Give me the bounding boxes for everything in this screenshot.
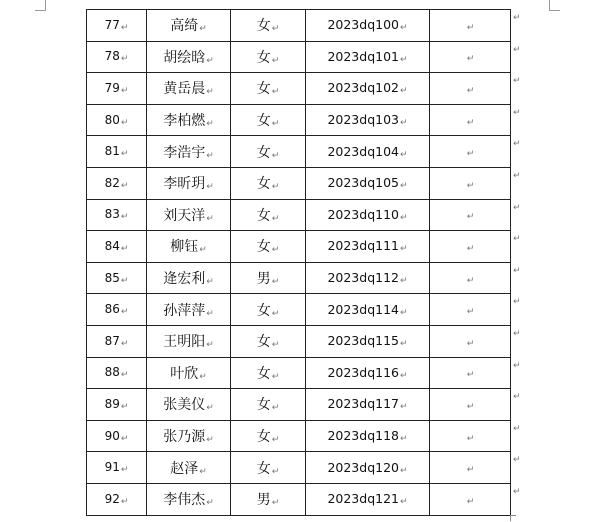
row-number: 88 xyxy=(104,365,120,380)
empty-cell-cell[interactable] xyxy=(430,104,511,136)
cell-end-mark: ↵ xyxy=(466,401,475,412)
cell-end-mark: ↵ xyxy=(400,212,408,223)
cell-end-mark: ↵ xyxy=(466,433,475,444)
student-sex: 女 xyxy=(256,239,271,256)
student-id-cell[interactable] xyxy=(306,136,430,168)
cell-end-mark: ↵ xyxy=(120,85,129,96)
table-row xyxy=(87,325,511,357)
student-id-cell[interactable] xyxy=(306,452,430,484)
row-number-cell[interactable] xyxy=(87,325,147,357)
cell-end-mark: ↵ xyxy=(271,277,280,288)
row-number-cell[interactable] xyxy=(87,420,147,452)
student-id: 2023dq101 xyxy=(327,48,399,64)
student-table-body xyxy=(87,10,511,516)
row-number: 84 xyxy=(104,238,120,253)
student-id-cell[interactable] xyxy=(306,231,430,263)
empty-cell-cell[interactable] xyxy=(430,136,511,168)
student-sex-cell[interactable] xyxy=(231,10,306,42)
student-id: 2023dq111 xyxy=(327,238,399,254)
cell-end-mark: ↵ xyxy=(120,243,129,254)
table-row xyxy=(87,41,511,73)
empty-cell-cell[interactable] xyxy=(430,325,511,357)
student-name-cell[interactable] xyxy=(147,389,231,421)
student-id: 2023dq104 xyxy=(327,143,399,159)
cell-end-mark: ↵ xyxy=(206,498,214,509)
cell-end-mark: ↵ xyxy=(400,23,408,34)
cell-end-mark: ↵ xyxy=(400,149,408,160)
cell-end-mark: ↵ xyxy=(120,275,129,286)
student-name: 黄岳晨 xyxy=(163,81,206,98)
empty-cell-cell[interactable] xyxy=(430,10,511,42)
cell-end-mark: ↵ xyxy=(466,307,475,318)
row-end-mark: ↵ xyxy=(513,455,521,466)
cell-end-mark: ↵ xyxy=(206,435,214,446)
empty-cell-cell[interactable] xyxy=(430,483,511,515)
cell-end-mark: ↵ xyxy=(271,55,280,66)
table-row xyxy=(87,167,511,199)
row-number: 82 xyxy=(104,175,120,190)
row-number-cell[interactable] xyxy=(87,73,147,105)
page-corner-mark xyxy=(35,0,46,11)
cell-end-mark: ↵ xyxy=(206,403,214,414)
empty-cell-cell[interactable] xyxy=(430,420,511,452)
student-name-cell[interactable] xyxy=(147,73,231,105)
student-name: 赵泽 xyxy=(170,460,199,477)
table-row xyxy=(87,483,511,515)
row-number: 81 xyxy=(104,144,120,159)
student-table xyxy=(86,9,511,516)
student-sex-cell[interactable] xyxy=(231,357,306,389)
student-sex: 女 xyxy=(256,460,271,477)
student-name-cell[interactable] xyxy=(147,167,231,199)
row-number: 83 xyxy=(104,207,120,222)
row-number: 89 xyxy=(104,396,120,411)
student-id-cell[interactable] xyxy=(306,167,430,199)
row-number: 86 xyxy=(104,302,120,317)
cell-end-mark: ↵ xyxy=(466,275,475,286)
cell-end-mark: ↵ xyxy=(206,182,214,193)
student-sex-cell[interactable] xyxy=(231,231,306,263)
student-id-cell[interactable] xyxy=(306,199,430,231)
cell-end-mark: ↵ xyxy=(120,149,129,160)
student-sex: 女 xyxy=(256,302,271,319)
student-name-cell[interactable] xyxy=(147,420,231,452)
student-sex: 女 xyxy=(256,49,271,66)
empty-cell-cell[interactable] xyxy=(430,231,511,263)
student-sex: 女 xyxy=(256,207,271,224)
student-name-cell[interactable] xyxy=(147,231,231,263)
cell-end-mark: ↵ xyxy=(206,150,214,161)
table-row xyxy=(87,452,511,484)
table-row xyxy=(87,136,511,168)
row-end-mark: ↵ xyxy=(513,76,521,87)
cell-end-mark: ↵ xyxy=(120,307,129,318)
row-end-mark: ↵ xyxy=(513,297,521,308)
row-number-cell[interactable] xyxy=(87,294,147,326)
student-id-cell[interactable] xyxy=(306,73,430,105)
cell-end-mark: ↵ xyxy=(400,434,408,445)
cell-end-mark: ↵ xyxy=(120,401,129,412)
student-id: 2023dq112 xyxy=(327,270,399,286)
cell-end-mark: ↵ xyxy=(271,119,280,130)
student-id: 2023dq118 xyxy=(327,428,399,444)
student-name: 孙萍萍 xyxy=(163,302,206,319)
row-end-mark: ↵ xyxy=(513,329,521,339)
row-number-cell[interactable] xyxy=(87,483,147,515)
student-sex-cell[interactable] xyxy=(231,325,306,357)
student-name: 高绮 xyxy=(170,18,199,35)
cell-end-mark: ↵ xyxy=(120,496,129,507)
empty-cell-cell[interactable] xyxy=(430,452,511,484)
row-number: 80 xyxy=(104,112,120,127)
cell-end-mark: ↵ xyxy=(271,213,280,224)
student-id: 2023dq102 xyxy=(327,80,399,96)
row-number: 91 xyxy=(104,460,120,475)
table-row xyxy=(87,294,511,326)
student-sex: 女 xyxy=(256,18,271,35)
student-sex-cell[interactable] xyxy=(231,41,306,73)
empty-cell-cell[interactable] xyxy=(430,41,511,73)
student-name-cell[interactable] xyxy=(147,10,231,42)
cell-end-mark: ↵ xyxy=(400,118,408,129)
cell-end-mark: ↵ xyxy=(400,244,408,255)
cell-end-mark: ↵ xyxy=(120,180,129,191)
row-end-mark: ↵ xyxy=(513,392,521,403)
student-sex: 女 xyxy=(256,144,271,161)
table-row xyxy=(87,389,511,421)
cell-end-mark: ↵ xyxy=(271,435,280,446)
empty-cell-cell[interactable] xyxy=(430,357,511,389)
cell-end-mark: ↵ xyxy=(466,54,475,65)
cell-end-mark: ↵ xyxy=(271,403,280,414)
cell-end-mark: ↵ xyxy=(120,212,129,223)
student-id: 2023dq103 xyxy=(327,112,399,128)
cell-end-mark: ↵ xyxy=(466,117,475,128)
student-name-cell[interactable] xyxy=(147,452,231,484)
cell-end-mark: ↵ xyxy=(400,307,408,318)
cell-end-mark: ↵ xyxy=(120,370,129,381)
cell-end-mark: ↵ xyxy=(466,22,475,33)
row-end-mark: ↵ xyxy=(513,265,521,276)
empty-cell-cell[interactable] xyxy=(430,199,511,231)
student-name: 李昕玥 xyxy=(163,176,206,193)
empty-cell-cell[interactable] xyxy=(430,294,511,326)
empty-cell-cell[interactable] xyxy=(430,167,511,199)
student-name-cell[interactable] xyxy=(147,325,231,357)
student-name: 刘天洋 xyxy=(163,207,206,224)
cell-end-mark: ↵ xyxy=(206,277,214,288)
row-end-mark: ↵ xyxy=(513,202,521,213)
cell-end-mark: ↵ xyxy=(400,86,408,97)
cell-end-mark: ↵ xyxy=(271,466,280,477)
student-sex: 女 xyxy=(256,397,271,414)
row-end-mark: ↵ xyxy=(513,44,521,55)
cell-end-mark: ↵ xyxy=(271,340,280,351)
cell-end-mark: ↵ xyxy=(400,370,408,381)
student-id-cell[interactable] xyxy=(306,389,430,421)
student-name: 王明阳 xyxy=(163,334,206,351)
student-sex-cell[interactable] xyxy=(231,136,306,168)
student-id-cell[interactable] xyxy=(306,262,430,294)
student-name-cell[interactable] xyxy=(147,104,231,136)
student-id: 2023dq117 xyxy=(327,396,399,412)
row-number-cell[interactable] xyxy=(87,167,147,199)
row-end-mark: ↵ xyxy=(513,423,521,434)
row-end-mark: ↵ xyxy=(513,107,521,118)
cell-end-mark: ↵ xyxy=(466,370,475,381)
student-id-cell[interactable] xyxy=(306,10,430,42)
cell-end-mark: ↵ xyxy=(400,276,408,287)
row-number: 78 xyxy=(104,49,120,64)
student-id: 2023dq121 xyxy=(327,491,399,507)
cell-end-mark: ↵ xyxy=(271,498,280,509)
cell-end-mark: ↵ xyxy=(400,402,408,413)
student-sex: 女 xyxy=(256,81,271,98)
student-sex-cell[interactable] xyxy=(231,262,306,294)
student-id-cell[interactable] xyxy=(306,325,430,357)
cell-end-mark: ↵ xyxy=(206,213,214,224)
cell-end-mark: ↵ xyxy=(466,243,475,254)
cell-end-mark: ↵ xyxy=(466,496,475,507)
student-sex-cell[interactable] xyxy=(231,483,306,515)
student-name-cell[interactable] xyxy=(147,136,231,168)
student-name: 张美仪 xyxy=(163,397,206,414)
student-sex: 男 xyxy=(256,492,271,509)
row-number-cell[interactable] xyxy=(87,41,147,73)
student-id: 2023dq105 xyxy=(327,175,399,191)
student-sex: 女 xyxy=(256,334,271,351)
student-id-cell[interactable] xyxy=(306,420,430,452)
row-number-cell[interactable] xyxy=(87,357,147,389)
cell-end-mark: ↵ xyxy=(400,54,408,65)
cell-end-mark: ↵ xyxy=(120,54,129,65)
student-sex-cell[interactable] xyxy=(231,420,306,452)
table-row xyxy=(87,357,511,389)
row-number-cell[interactable] xyxy=(87,389,147,421)
student-sex: 女 xyxy=(256,113,271,130)
cell-end-mark: ↵ xyxy=(400,339,408,350)
cell-end-mark: ↵ xyxy=(271,87,280,98)
student-name: 李浩宇 xyxy=(163,144,206,161)
cell-end-mark: ↵ xyxy=(206,119,214,130)
cell-end-mark: ↵ xyxy=(466,212,475,223)
row-number-cell[interactable] xyxy=(87,231,147,263)
student-sex-cell[interactable] xyxy=(231,104,306,136)
student-id-cell[interactable] xyxy=(306,357,430,389)
row-end-mark: ↵ xyxy=(513,139,521,150)
cell-end-mark: ↵ xyxy=(120,433,129,444)
student-name: 逄宏利 xyxy=(163,271,206,288)
cell-end-mark: ↵ xyxy=(466,338,475,349)
row-number: 90 xyxy=(104,428,120,443)
row-number-cell[interactable] xyxy=(87,262,147,294)
student-sex: 女 xyxy=(256,365,271,382)
row-number-cell[interactable] xyxy=(87,136,147,168)
table-row xyxy=(87,104,511,136)
cell-end-mark: ↵ xyxy=(199,24,207,35)
student-sex-cell[interactable] xyxy=(231,452,306,484)
student-name: 胡绘晗 xyxy=(163,49,206,66)
cell-end-mark: ↵ xyxy=(271,150,280,161)
row-number: 85 xyxy=(104,270,120,285)
student-name-cell[interactable] xyxy=(147,357,231,389)
student-table-wrap xyxy=(86,9,511,516)
cell-end-mark: ↵ xyxy=(206,308,214,319)
cell-end-mark: ↵ xyxy=(466,149,475,160)
student-id-cell[interactable] xyxy=(306,104,430,136)
student-name: 叶欣 xyxy=(170,365,199,382)
cell-end-mark: ↵ xyxy=(120,117,129,128)
cell-end-mark: ↵ xyxy=(271,24,280,35)
student-id: 2023dq116 xyxy=(327,364,399,380)
empty-cell-cell[interactable] xyxy=(430,262,511,294)
student-sex-cell[interactable] xyxy=(231,294,306,326)
row-end-mark: ↵ xyxy=(513,360,521,371)
cell-end-mark: ↵ xyxy=(199,466,207,477)
row-end-mark: ↵ xyxy=(513,234,521,245)
row-number-cell[interactable] xyxy=(87,199,147,231)
cell-end-mark: ↵ xyxy=(400,465,408,476)
student-name: 柳钰 xyxy=(170,239,199,256)
table-row xyxy=(87,262,511,294)
cell-end-mark: ↵ xyxy=(206,87,214,98)
student-id-cell[interactable] xyxy=(306,294,430,326)
student-id: 2023dq120 xyxy=(327,459,399,475)
cell-end-mark: ↵ xyxy=(120,465,129,476)
student-name: 张乃源 xyxy=(163,429,206,446)
student-name-cell[interactable] xyxy=(147,483,231,515)
student-name-cell[interactable] xyxy=(147,262,231,294)
table-row xyxy=(87,73,511,105)
student-sex-cell[interactable] xyxy=(231,389,306,421)
row-number-cell[interactable] xyxy=(87,104,147,136)
student-sex-cell[interactable] xyxy=(231,167,306,199)
table-row xyxy=(87,231,511,263)
row-number-cell[interactable] xyxy=(87,10,147,42)
row-end-mark: ↵ xyxy=(513,13,521,23)
student-id-cell[interactable] xyxy=(306,483,430,515)
student-sex: 女 xyxy=(256,429,271,446)
student-id: 2023dq100 xyxy=(327,17,399,33)
row-number: 92 xyxy=(104,491,120,506)
student-name: 李伟杰 xyxy=(163,492,206,509)
row-number: 79 xyxy=(104,80,120,95)
cell-end-mark: ↵ xyxy=(466,85,475,96)
student-sex-cell[interactable] xyxy=(231,73,306,105)
student-sex: 男 xyxy=(256,271,271,288)
page-corner-mark xyxy=(510,515,516,521)
cell-end-mark: ↵ xyxy=(271,182,280,193)
cell-end-mark: ↵ xyxy=(206,55,214,66)
student-id-cell[interactable] xyxy=(306,41,430,73)
cell-end-mark: ↵ xyxy=(466,180,475,191)
cell-end-mark: ↵ xyxy=(271,245,280,256)
student-id: 2023dq110 xyxy=(327,206,399,222)
table-row xyxy=(87,420,511,452)
cell-end-mark: ↵ xyxy=(199,245,207,256)
student-id: 2023dq114 xyxy=(327,301,399,317)
empty-cell-cell[interactable] xyxy=(430,389,511,421)
empty-cell-cell[interactable] xyxy=(430,73,511,105)
row-end-mark: ↵ xyxy=(513,487,521,497)
cell-end-mark: ↵ xyxy=(400,181,408,192)
page-corner-mark xyxy=(549,0,560,11)
student-name-cell[interactable] xyxy=(147,294,231,326)
table-row xyxy=(87,199,511,231)
cell-end-mark: ↵ xyxy=(120,22,129,33)
row-number-cell[interactable] xyxy=(87,452,147,484)
row-end-mark: ↵ xyxy=(513,171,521,181)
cell-end-mark: ↵ xyxy=(271,308,280,319)
student-name-cell[interactable] xyxy=(147,199,231,231)
cell-end-mark: ↵ xyxy=(199,371,207,382)
cell-end-mark: ↵ xyxy=(206,340,214,351)
cell-end-mark: ↵ xyxy=(271,371,280,382)
cell-end-mark: ↵ xyxy=(466,465,475,476)
row-number: 87 xyxy=(104,333,120,348)
student-sex-cell[interactable] xyxy=(231,199,306,231)
student-sex: 女 xyxy=(256,176,271,193)
table-row xyxy=(87,10,511,42)
cell-end-mark: ↵ xyxy=(400,497,408,508)
student-name-cell[interactable] xyxy=(147,41,231,73)
student-id: 2023dq115 xyxy=(327,333,399,349)
student-name: 李柏燃 xyxy=(163,113,206,130)
cell-end-mark: ↵ xyxy=(120,338,129,349)
row-number: 77 xyxy=(104,17,120,32)
